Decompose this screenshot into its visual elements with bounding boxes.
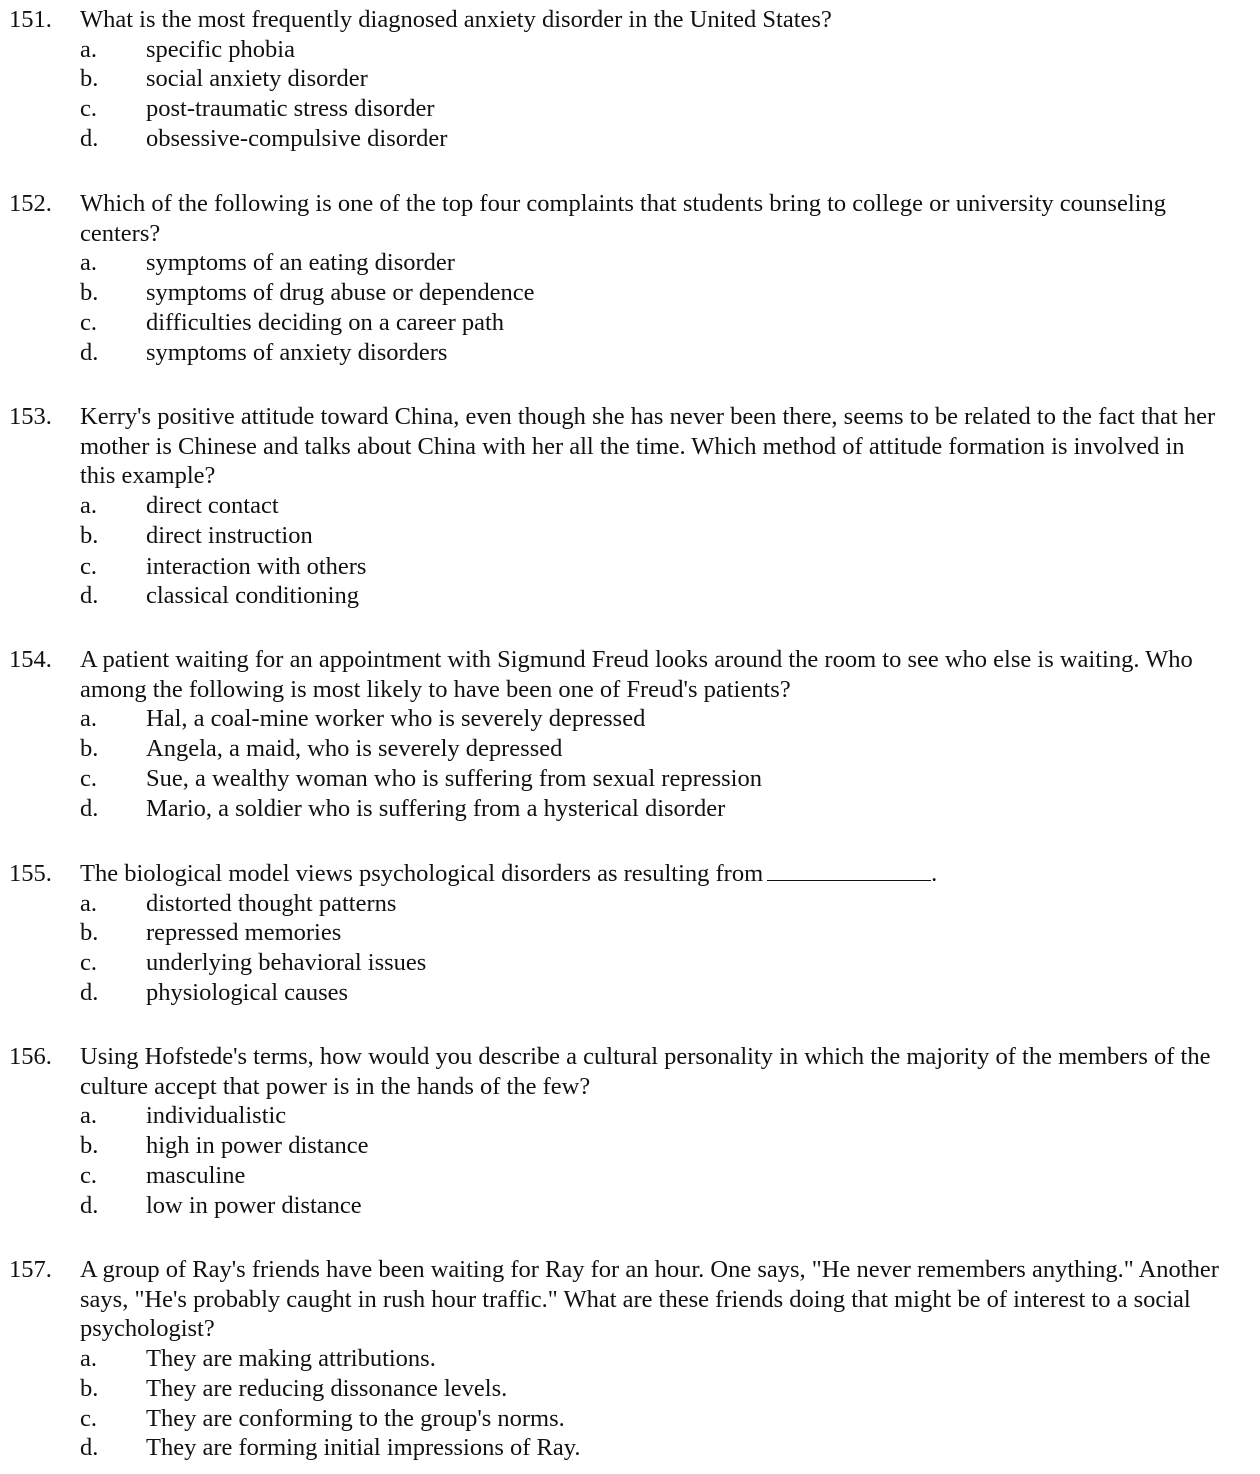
option-d [0, 978, 1240, 1008]
option-c [0, 764, 1240, 794]
option-text: symptoms of anxiety disorders [146, 338, 448, 366]
option-a [0, 704, 1240, 734]
option-b [0, 278, 1240, 308]
option-d [0, 124, 1240, 154]
option-letter: d. [80, 978, 99, 1006]
option-letter: b. [80, 735, 99, 763]
option-letter: a. [80, 492, 97, 520]
option-text: They are forming initial impressions of Ray. [146, 1434, 581, 1462]
question-157 [0, 1255, 1240, 1463]
option-a [0, 35, 1240, 65]
option-text: distorted thought patterns [146, 889, 397, 917]
option-letter: a. [80, 705, 97, 733]
question-text: Which of the following is one of the top four complaints that students bring to college or university counseling centers? [80, 190, 1166, 247]
option-letter: a. [80, 249, 97, 277]
question-stem [0, 5, 1240, 35]
question-stem [0, 1255, 1240, 1344]
option-a [0, 491, 1240, 521]
option-a [0, 889, 1240, 919]
question-text: Using Hofstede's terms, how would you describe a cultural personality in which the majority of the members of the culture accept that power is in the hands of the few? [80, 1043, 1211, 1100]
option-letter: b. [80, 279, 99, 307]
option-text: obsessive-compulsive disorder [146, 124, 448, 152]
question-153 [0, 402, 1240, 611]
option-text: symptoms of drug abuse or dependence [146, 279, 535, 307]
question-stem [0, 1042, 1240, 1101]
option-c [0, 94, 1240, 124]
question-152 [0, 189, 1240, 367]
option-letter: c. [80, 1404, 97, 1432]
option-c [0, 948, 1240, 978]
question-text: What is the most frequently diagnosed anxiety disorder in the United States? [80, 6, 832, 33]
option-c [0, 1161, 1240, 1191]
option-letter: c. [80, 308, 97, 336]
option-text: interaction with others [146, 552, 367, 580]
option-text: direct contact [146, 492, 279, 520]
option-text: physiological causes [146, 978, 349, 1006]
fill-in-blank [767, 860, 931, 881]
question-text: A patient waiting for an appointment with Sigmund Freud looks around the room to see who else is waiting. Who among the following is most likely to have been one of Freud's patients? [80, 646, 1193, 703]
option-letter: b. [80, 521, 99, 549]
option-a [0, 248, 1240, 278]
option-letter: a. [80, 1345, 97, 1373]
option-a [0, 1101, 1240, 1131]
question-text: Kerry's positive attitude toward China, even though she has never been there, seems to be related to the fact that her mother is Chinese and talks about China with her all the time. Which method of attitude formation is involved in this example? [80, 403, 1216, 490]
question-text: A group of Ray's friends have been waiting for Ray for an hour. One says, "He never remembers anything." Another says, "He's probably caught in rush hour traffic." What are these friends doing that might be of interest to a social psychologist? [80, 1256, 1219, 1343]
option-a [0, 1344, 1240, 1374]
option-b [0, 521, 1240, 551]
option-letter: c. [80, 1161, 97, 1189]
question-number: 153. [9, 403, 52, 430]
question-155 [0, 859, 1240, 1008]
option-letter: c. [80, 949, 97, 977]
option-d [0, 794, 1240, 824]
question-154 [0, 645, 1240, 823]
option-text: repressed memories [146, 919, 342, 947]
option-letter: a. [80, 889, 97, 917]
option-b [0, 734, 1240, 764]
question-text-wrapper [80, 859, 1220, 889]
option-letter: d. [80, 582, 99, 610]
option-b [0, 64, 1240, 94]
option-text: They are reducing dissonance levels. [146, 1374, 508, 1402]
option-d [0, 1433, 1240, 1463]
question-number: 154. [9, 646, 52, 673]
option-letter: b. [80, 1374, 99, 1402]
option-b [0, 1131, 1240, 1161]
option-text: post-traumatic stress disorder [146, 95, 435, 123]
option-text: classical conditioning [146, 582, 359, 610]
option-c [0, 308, 1240, 338]
question-number: 151. [9, 6, 52, 33]
option-letter: c. [80, 764, 97, 792]
option-letter: a. [80, 1102, 97, 1130]
question-stem [0, 859, 1240, 889]
question-number: 157. [9, 1256, 52, 1283]
option-text: Mario, a soldier who is suffering from a hysterical disorder [146, 794, 726, 822]
option-d [0, 338, 1240, 368]
option-letter: a. [80, 35, 97, 63]
option-text: underlying behavioral issues [146, 949, 427, 977]
option-text: direct instruction [146, 521, 313, 549]
question-151 [0, 5, 1240, 154]
option-b [0, 1374, 1240, 1404]
option-text: individualistic [146, 1102, 287, 1130]
question-number: 155. [9, 860, 52, 887]
option-text: social anxiety disorder [146, 65, 368, 93]
option-letter: c. [80, 552, 97, 580]
question-number: 152. [9, 190, 52, 217]
option-letter: d. [80, 124, 99, 152]
question-text: The biological model views psychological disorders as resulting from [80, 860, 764, 887]
option-letter: d. [80, 338, 99, 366]
option-text: high in power distance [146, 1132, 369, 1160]
question-stem [0, 189, 1240, 248]
option-text: difficulties deciding on a career path [146, 308, 505, 336]
option-d [0, 581, 1240, 611]
option-b [0, 918, 1240, 948]
option-text: Sue, a wealthy woman who is suffering from sexual repression [146, 764, 762, 792]
question-number: 156. [9, 1043, 52, 1070]
option-text: symptoms of an eating disorder [146, 249, 455, 277]
option-text: masculine [146, 1161, 246, 1189]
question-stem [0, 402, 1240, 491]
question-text-suffix: . [931, 860, 938, 887]
option-text: They are conforming to the group's norms. [146, 1404, 565, 1432]
option-letter: d. [80, 794, 99, 822]
option-letter: d. [80, 1434, 99, 1462]
option-text: low in power distance [146, 1191, 362, 1219]
option-letter: b. [80, 919, 99, 947]
option-c [0, 1404, 1240, 1434]
option-text: They are making attributions. [146, 1345, 436, 1373]
option-d [0, 1191, 1240, 1221]
option-text: specific phobia [146, 35, 295, 63]
option-letter: c. [80, 95, 97, 123]
option-c [0, 552, 1240, 582]
question-156 [0, 1042, 1240, 1220]
option-letter: b. [80, 1132, 99, 1160]
option-text: Angela, a maid, who is severely depressed [146, 735, 563, 763]
option-letter: d. [80, 1191, 99, 1219]
option-text: Hal, a coal-mine worker who is severely depressed [146, 705, 646, 733]
question-stem [0, 645, 1240, 704]
option-letter: b. [80, 65, 99, 93]
